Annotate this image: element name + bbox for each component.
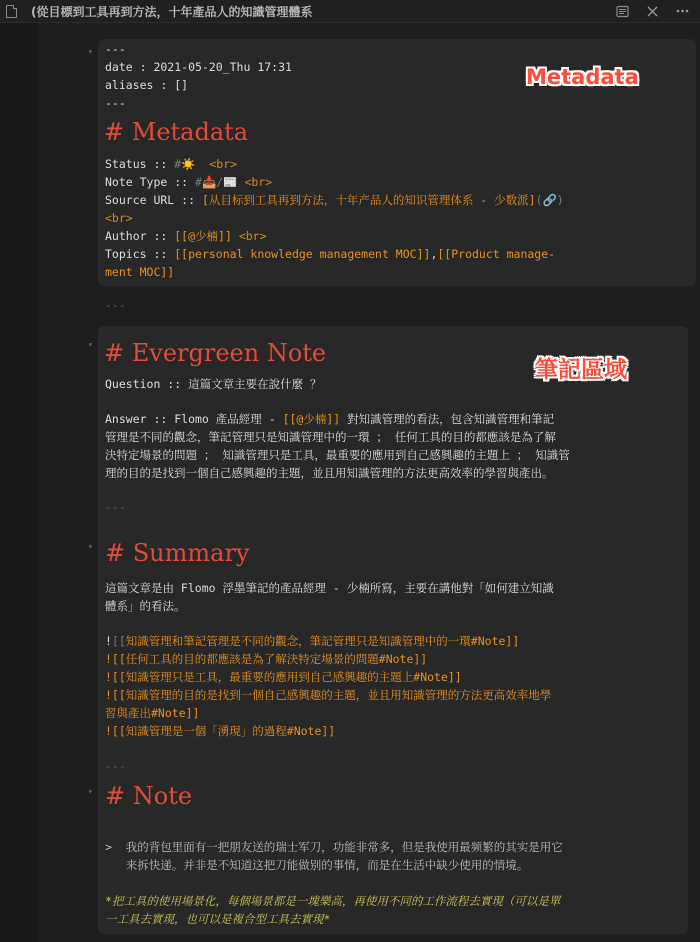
external-link-icon[interactable]: (🔗) — [535, 193, 564, 207]
note-heading: # Note — [105, 782, 193, 810]
blockquote-line-2: 来拆快递。并非是不知道这把刀能做别的事情，而是在生活中缺少使用的情境。 — [105, 858, 529, 872]
source-br: <br> — [105, 211, 133, 225]
metadata-callout-label: Metadata — [526, 65, 639, 89]
more-options-icon[interactable] — [674, 3, 690, 19]
blockquote-line-1: > 我的背包里面有一把朋友送的瑞士军刀，功能非常多，但是我使用最频繁的其实是用它 — [105, 840, 563, 854]
notes-callout-label: 筆記區域 — [535, 357, 627, 383]
status-tag[interactable]: #☀️ — [174, 157, 196, 171]
topic-link-product[interactable]: [[Product manage- — [437, 247, 556, 261]
reading-view-icon[interactable] — [614, 3, 630, 19]
fold-arrow-icon[interactable]: ▾ — [88, 340, 93, 349]
italic-line-2: 一工具去實現，也可以是複合型工具去實現* — [105, 912, 331, 926]
editor-pane[interactable] — [38, 23, 700, 942]
title-bar — [0, 0, 700, 23]
frontmatter-close: --- — [105, 96, 126, 110]
frontmatter-date: date : 2021-05-20_Thu 17:31 — [105, 60, 292, 74]
answer-line-2: 管理是不同的觀念，筆記管理只是知識管理中的一環 ； 任何工具的目的都應該是為了解 — [105, 430, 556, 444]
question-line: Question :: 這篇文章主要在說什麼 ？ — [105, 377, 322, 391]
answer-line-3: 決特定場景的問題 ； 知識管理只是工具，最重要的應用到自己感興趣的主題上 ； 知識管 — [105, 448, 570, 462]
evergreen-heading: # Evergreen Note — [104, 339, 327, 367]
summary-p1-l2: 體系」的看法。 — [105, 599, 186, 613]
author-line: Author :: [[@少楠]] <br> — [105, 229, 267, 243]
fold-arrow-icon[interactable]: ▾ — [88, 787, 93, 796]
embed-link-5[interactable]: ![[知識管理是一個「湧現」的過程#Note]] — [105, 724, 336, 738]
note-type-line: Note Type :: #📥/📰 <br> — [105, 175, 273, 189]
embed-link-1[interactable]: ![[知識管理和筆記管理是不同的觀念，筆記管理只是知識管理中的一環#Note]] — [105, 634, 520, 648]
answer-line-4: 理的目的是找到一個自己感興趣的主題，並且用知識管理的方法更高效率的學習與產出。 — [105, 466, 554, 480]
summary-p1-l1: 這篇文章是由 Flomo 浮墨筆記的產品經理 - 少楠所寫，主要在講他對「如何建立知識 — [105, 581, 554, 595]
embed-link-4[interactable]: ![[知識管理的目的是找到一個自己感興趣的主題，並且用知識管理的方法更高效率地學 — [105, 688, 552, 702]
author-link[interactable]: [[@少楠]] — [174, 229, 232, 243]
file-icon — [6, 5, 17, 18]
metadata-heading: # Metadata — [104, 118, 249, 146]
answer-line-1: Answer :: Flomo 產品經理 - [[@少楠]] 對知識管理的看法，包含知識管理和筆記 — [105, 412, 555, 426]
topic-link-pkm[interactable]: [[personal knowledge management MOC]] — [174, 247, 431, 261]
metadata-block — [98, 39, 696, 286]
embed-link-4-cont[interactable]: 習與產出#Note]] — [105, 706, 200, 720]
embed-link-3[interactable]: ![[知識管理只是工具，最重要的應用到自己感興趣的主題上#Note]] — [105, 670, 462, 684]
frontmatter-aliases: aliases : [] — [105, 78, 189, 92]
source-url-line: Source URL :: [从目标到工具再到方法，十年产品人的知识管理体系 - 少数派](🔗) — [105, 193, 564, 207]
frontmatter-open: --- — [105, 42, 126, 56]
separator-2: --- — [105, 500, 126, 514]
fold-arrow-icon[interactable]: ▾ — [88, 542, 93, 551]
embed-link-2[interactable]: ![[任何工具的目的都應該是為了解決特定場景的問題#Note]] — [105, 652, 428, 666]
summary-heading: # Summary — [105, 539, 250, 567]
separator-1: --- — [105, 298, 126, 312]
topics-line-cont: ment MOC]] — [105, 265, 175, 279]
topics-line: Topics :: [[personal knowledge management MOC]],[[Product manage- — [105, 247, 556, 261]
close-icon[interactable] — [644, 3, 660, 19]
italic-line-1: *把工具的使用場景化，每個場景都是一塊樂高，再使用不同的工作流程去實現（可以是單 — [105, 894, 561, 908]
status-line: Status :: #☀️ <br> — [105, 157, 238, 171]
window-title: (從目標到工具再到方法，十年產品人的知識管理體系 — [31, 4, 313, 19]
left-gutter — [0, 23, 38, 942]
separator-3: --- — [105, 759, 126, 773]
answer-author-link[interactable]: [[@少楠]] — [282, 412, 341, 426]
note-type-tag[interactable]: #📥/📰 — [195, 175, 238, 189]
fold-arrow-icon[interactable]: ▾ — [88, 47, 93, 56]
source-link[interactable]: [从目标到工具再到方法，十年产品人的知识管理体系 - 少数派] — [201, 193, 536, 207]
